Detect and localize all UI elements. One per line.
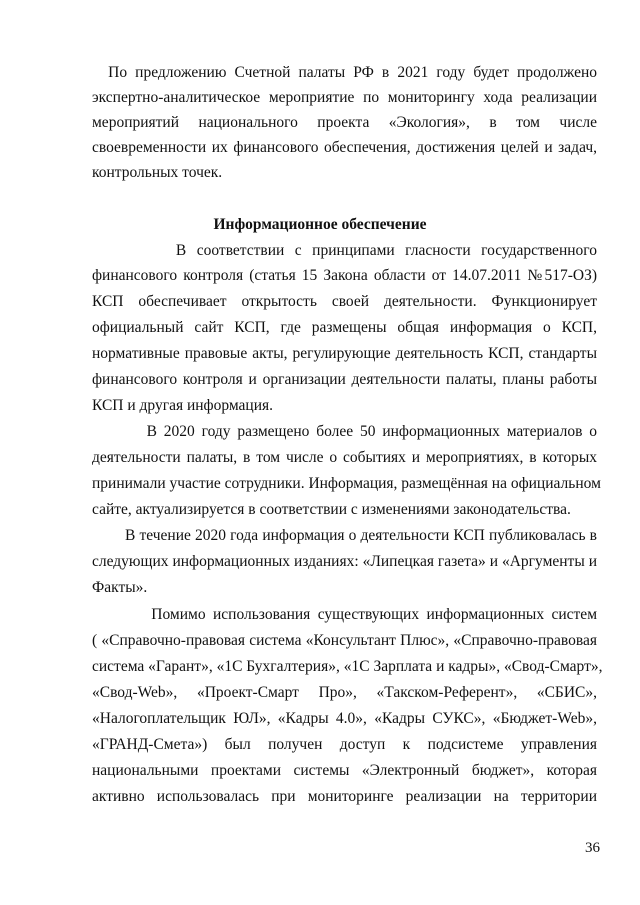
text-line: финансового контроля (статья 15 Закона области от 14.07.2011 №517-ОЗ)	[92, 267, 597, 284]
page-number: 36	[585, 840, 600, 856]
text-line: В соответствии с принципами гласности государственного	[92, 242, 597, 259]
text-line: Факты».	[92, 579, 148, 596]
text-line: официальный сайт КСП, где размещены общая информация о КСП,	[92, 319, 597, 336]
text-line: Помимо использования существующих информационных систем	[92, 606, 597, 623]
text-line: деятельности палаты, в том числе о событиях и мероприятиях, в которых	[92, 449, 597, 466]
text-line: «ГРАНД-Смета») был получен доступ к подсистеме управления	[92, 736, 597, 753]
text-line: По предложению Счетной палаты РФ в 2021 году будет продолжено	[92, 64, 597, 81]
text-line: финансового контроля и организации деятельности палаты, планы работы	[92, 371, 597, 388]
text-line: «Свод-Web», «Проект-Смарт Про», «Такском-Референт», «СБИС»,	[92, 684, 597, 701]
text-line: ( «Справочно-правовая система «Консультант Плюс», «Справочно-правовая	[92, 632, 597, 649]
text-line: «Налогоплательщик ЮЛ», «Кадры 4.0», «Кадры СУКС», «Бюджет-Web»,	[92, 710, 597, 727]
section-heading: Информационное обеспечение	[213, 216, 427, 233]
text-line: КСП и другая информация.	[92, 397, 274, 414]
text-line: В 2020 году размещено более 50 информационных материалов о	[92, 423, 597, 440]
text-line: своевременности их финансового обеспечения, достижения целей и задач,	[92, 139, 597, 156]
text-line: В течение 2020 года информация о деятельности КСП публиковалась в	[92, 527, 597, 544]
text-line: мероприятий национального проекта «Экология», в том числе	[92, 114, 597, 131]
text-line: сайте, актуализируется в соответствии с изменениями законодательства.	[92, 501, 571, 518]
text-line: контрольных точек.	[92, 164, 223, 181]
text-line: система «Гарант», «1С Бухгалтерия», «1С Зарплата и кадры», «Свод-Смарт»,	[92, 658, 603, 675]
text-line: следующих информационных изданиях: «Липецкая газета» и «Аргументы и	[92, 553, 597, 570]
text-line: экспертно-аналитическое мероприятие по мониторингу хода реализации	[92, 89, 597, 106]
text-line: принимали участие сотрудники. Информация, размещённая на официальном	[92, 475, 601, 492]
text-line: активно использовалась при мониторинге реализации на территории	[92, 788, 597, 805]
text-line: национальными проектами системы «Электронный бюджет», которая	[92, 762, 597, 779]
text-line: КСП обеспечивает открытость своей деятельности. Функционирует	[92, 293, 597, 310]
text-line: нормативные правовые акты, регулирующие деятельность КСП, стандарты	[92, 345, 597, 362]
